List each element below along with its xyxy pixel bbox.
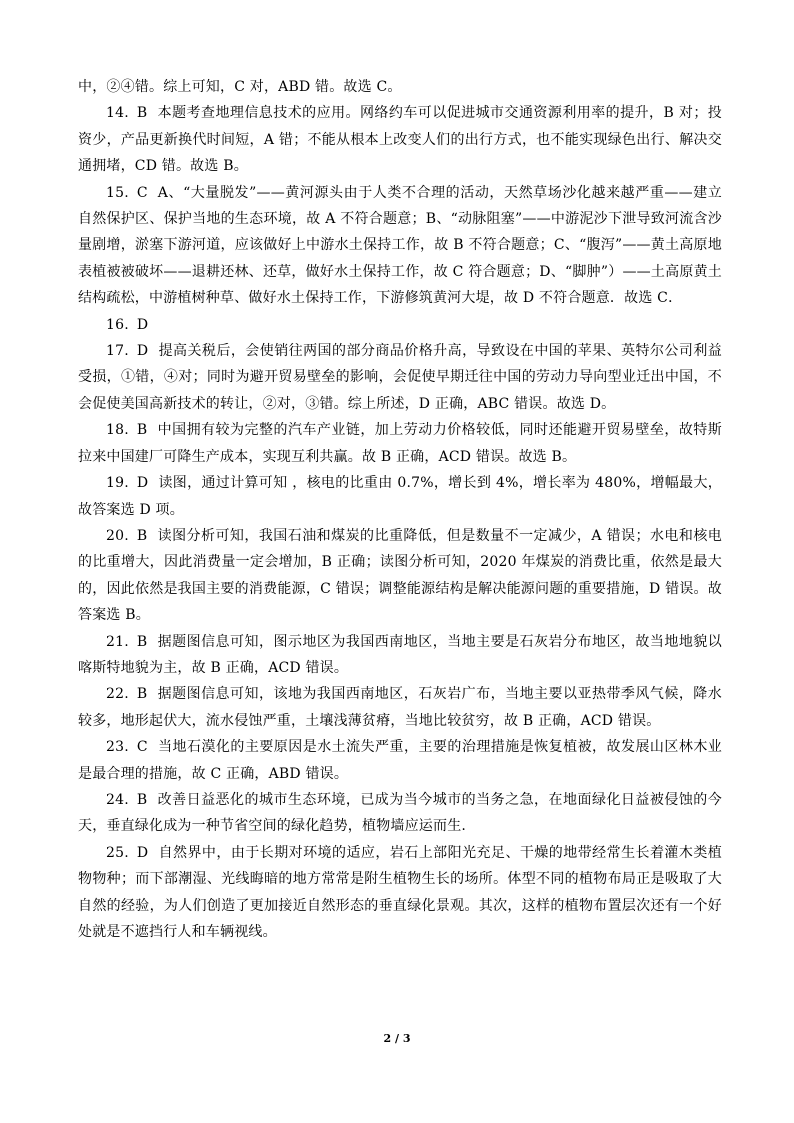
question-number: 14. xyxy=(106,105,129,122)
answer-item xyxy=(78,787,722,840)
question-number: 25. xyxy=(106,844,129,861)
answer-item xyxy=(78,470,722,523)
explanation-text: 当地石漠化的主要原因是水土流失严重，主要的治理措施是恢复植被，故发展山区林木业是最合理的措施，故 C 正确，ABD 错误。 xyxy=(78,739,722,782)
explanation-text: 提高关税后，会使销往两国的部分商品价格升高，导致设在中国的苹果、英特尔公司利益受损，①错，④对；同时为避开贸易壁垒的影响，会促使早期迁往中国的劳动力导向型业迁出中国，不会促使美国高新技术的转让，②对，③错。综上所述，D 正确，ABC 错误。故选 D。 xyxy=(78,343,722,412)
answer-choice: B xyxy=(136,422,148,439)
answer-choice: B xyxy=(136,686,148,703)
explanation-text: 读图分析可知，我国石油和煤炭的比重降低，但是数量不一定减少，A 错误；水电和核电的比重增大，因此消费量一定会增加，B 正确；读图分析可知，2020 年煤炭的消费比重，依然是最大的，因此依然是我国主要的消费能源，C 错误；调整能源结构是解决能源问题的重要措施，D 错误。故答案选 B。 xyxy=(78,527,722,624)
answer-choice: B xyxy=(136,105,148,122)
question-number: 23. xyxy=(106,739,129,756)
lead-paragraph: 中，②④错。综上可知，C 对，ABD 错。故选 C。 xyxy=(78,79,402,95)
answer-item xyxy=(78,417,722,470)
explanation-text: 自然界中，由于长期对环境的适应，岩石上部阳光充足、干燥的地带经常生长着灌木类植物物种；而下部潮湿、光线晦暗的地方常常是附生植物生长的场所。体型不同的植物布局正是吸取了大自然的经验，为人们创造了更加接近自然形态的垂直绿化景观。其次，这样的植物布置层次还有一个好处就是不遮挡行人和车辆视线。 xyxy=(78,844,722,940)
answer-item xyxy=(78,629,722,682)
question-number: 17. xyxy=(106,343,129,360)
question-number: 21. xyxy=(106,633,129,650)
explanation-text: 读图，通过计算可知 ，核电的比重由 0.7%，增长到 4%，增长率为 480%，增幅最大，故答案选 D 项。 xyxy=(78,475,722,518)
question-number: 22. xyxy=(106,686,129,703)
question-number: 18. xyxy=(106,422,129,439)
explanation-text: 中国拥有较为完整的汽车产业链，加上劳动力价格较低，同时还能避开贸易壁垒，故特斯拉来中国建厂可降生产成本，实现互利共赢。故 B 正确，ACD 错误。故选 B。 xyxy=(78,422,722,465)
answer-item xyxy=(78,338,722,417)
answer-item xyxy=(78,734,722,787)
answer-choice: D xyxy=(136,316,149,333)
answer-choice: D xyxy=(136,844,149,861)
answer-choice: B xyxy=(136,527,148,544)
answer-item xyxy=(78,312,722,338)
question-number: 20. xyxy=(106,527,129,544)
answer-explanations xyxy=(78,74,722,945)
answer-item xyxy=(78,100,722,179)
answer-choice: B xyxy=(136,633,148,650)
explanation-text: 据题图信息可知，图示地区为我国西南地区，当地主要是石灰岩分布地区，故当地地貌以喀斯特地貌为主，故 B 正确，ACD 错误。 xyxy=(78,633,722,676)
question-number: 19. xyxy=(106,475,129,492)
answer-list xyxy=(78,100,722,945)
answer-item xyxy=(78,681,722,734)
page-number: 2 / 3 xyxy=(383,1032,411,1045)
question-number: 15. xyxy=(106,184,129,201)
answer-choice: C xyxy=(136,739,148,756)
answer-choice: D xyxy=(136,343,149,360)
answer-choice: B xyxy=(136,791,148,808)
answer-item xyxy=(78,523,722,629)
explanation-text: 本题考查地理信息技术的应用。网络约车可以促进城市交通资源利用率的提升，B 对；投资少，产品更新换代时间短，A 错；不能从根本上改变人们的出行方式，也不能实现绿色出行、解决交通拥堵，CD 错。故选 B。 xyxy=(78,105,722,175)
answer-item xyxy=(78,180,722,312)
answer-choice: D xyxy=(136,475,149,492)
answer-item xyxy=(78,840,722,946)
explanation-text: A、“大量脱发”——黄河源头由于人类不合理的活动，天然草场沙化越来越严重——建立自然保护区、保护当地的生态环境，故 A 不符合题意；B、“动脉阻塞”——中游泥沙下泄导致河流含沙量剧增，淤塞下游河道，应该做好上中游水土保持工作，故 B 不符合题意；C、“腹泻”——黄土高原地表植被被破坏——退耕还林、还草，做好水土保持工作，故 C 符合题意；D、“脚肿”）——土高原黄土结构疏松，中游植树种草、做好水土保持工作，下游修筑黄河大堤，故 D 不符合题意．故选 C． xyxy=(78,184,722,307)
question-number: 24. xyxy=(106,791,129,808)
answer-choice: C xyxy=(136,184,148,201)
question-number: 16. xyxy=(106,316,129,333)
explanation-text: 改善日益恶化的城市生态环境，已成为当今城市的当务之急，在地面绿化日益被侵蚀的今天，垂直绿化成为一种节省空间的绿化趋势，植物墙应运而生. xyxy=(78,791,722,835)
explanation-text: 据题图信息可知，该地为我国西南地区，石灰岩广布，当地主要以亚热带季风气候，降水较多，地形起伏大，流水侵蚀严重，土壤浅薄贫瘠，当地比较贫穷，故 B 正确，ACD 错误。 xyxy=(78,686,722,729)
